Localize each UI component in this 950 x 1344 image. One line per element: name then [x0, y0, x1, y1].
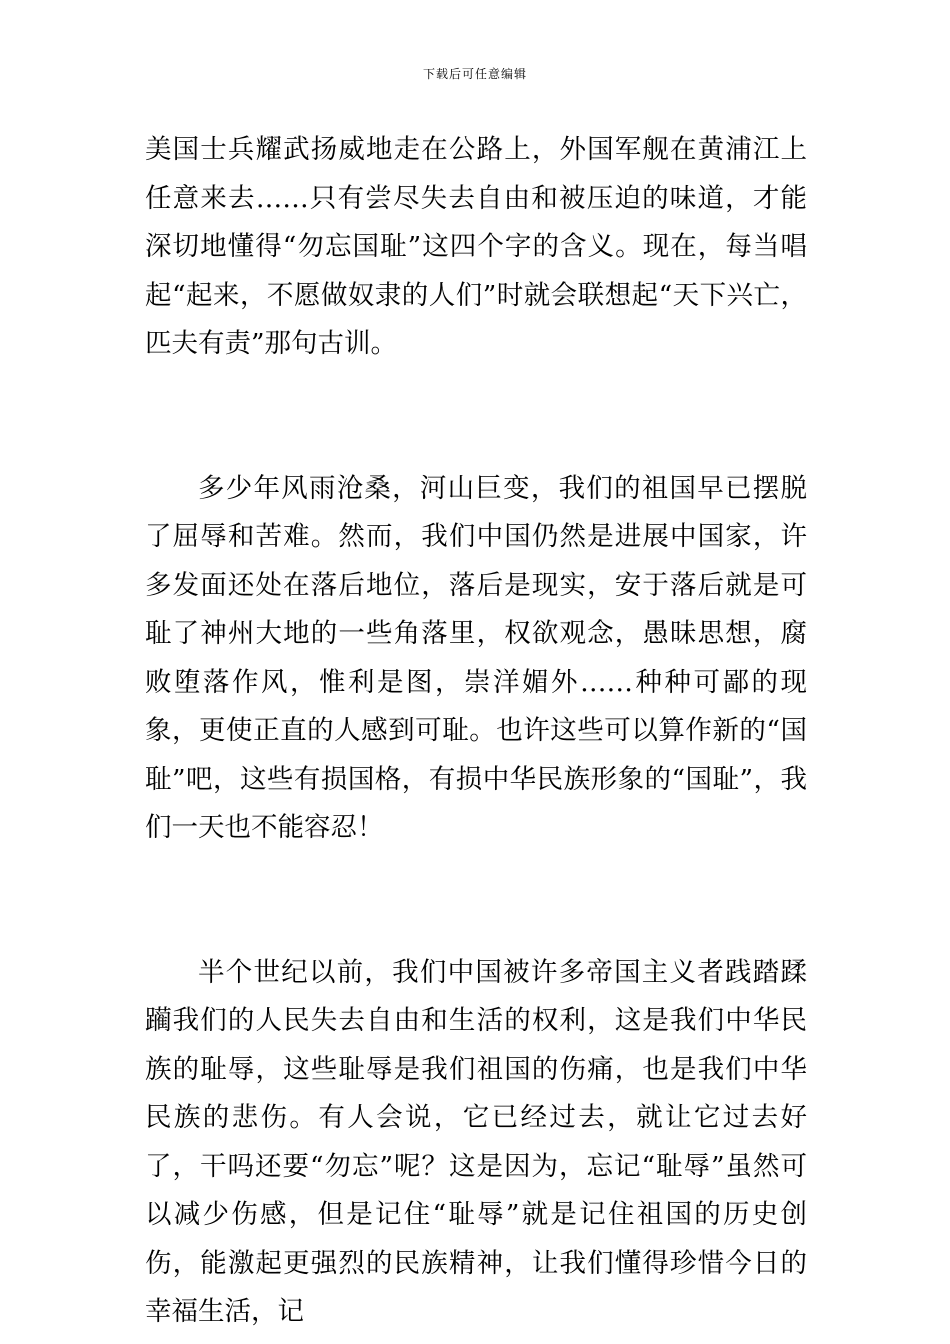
document-body — [145, 126, 807, 1337]
paragraph-2: 多少年风雨沧桑，河山巨变，我们的祖国早已摆脱了屈辱和苦难。然而，我们中国仍然是进展中国家，许多发面还处在落后地位，落后是现实，安于落后就是可耻了神州大地的一些角落里，权欲观念，愚昧思想，腐败堕落作风，惟利是图，崇洋媚外……种种可鄙的现象，更使正直的人感到可耻。也许这些可以算作新的“国耻”吧，这些有损国格，有损中华民族形象的“国耻”，我们一天也不能容忍！ — [145, 472, 807, 843]
paragraph-spacer — [145, 369, 807, 465]
paragraph-3: 半个世纪以前，我们中国被许多帝国主义者践踏蹂躏我们的人民失去自由和生活的权利，这是我们中华民族的耻辱，这些耻辱是我们祖国的伤痛，也是我们中华民族的悲伤。有人会说，它已经过去，就让它过去好了，干吗还要“勿忘”呢？这是因为，忘记“耻辱”虽然可以减少伤感，但是记住“耻辱”就是记住祖国的历史创伤，能激起更强烈的民族精神，让我们懂得珍惜今日的幸福生活，记 — [145, 956, 807, 1327]
page-header: 下载后可任意编辑 — [422, 67, 527, 81]
paragraph-spacer — [145, 853, 807, 949]
paragraph-1: 美国士兵耀武扬威地走在公路上，外国军舰在黄浦江上任意来去……只有尝尽失去自由和被压迫的味道，才能深切地懂得“勿忘国耻”这四个字的含义。现在，每当唱起“起来，不愿做奴隶的人们”时就会联想起“天下兴亡，匹夫有责”那句古训。 — [145, 134, 807, 359]
